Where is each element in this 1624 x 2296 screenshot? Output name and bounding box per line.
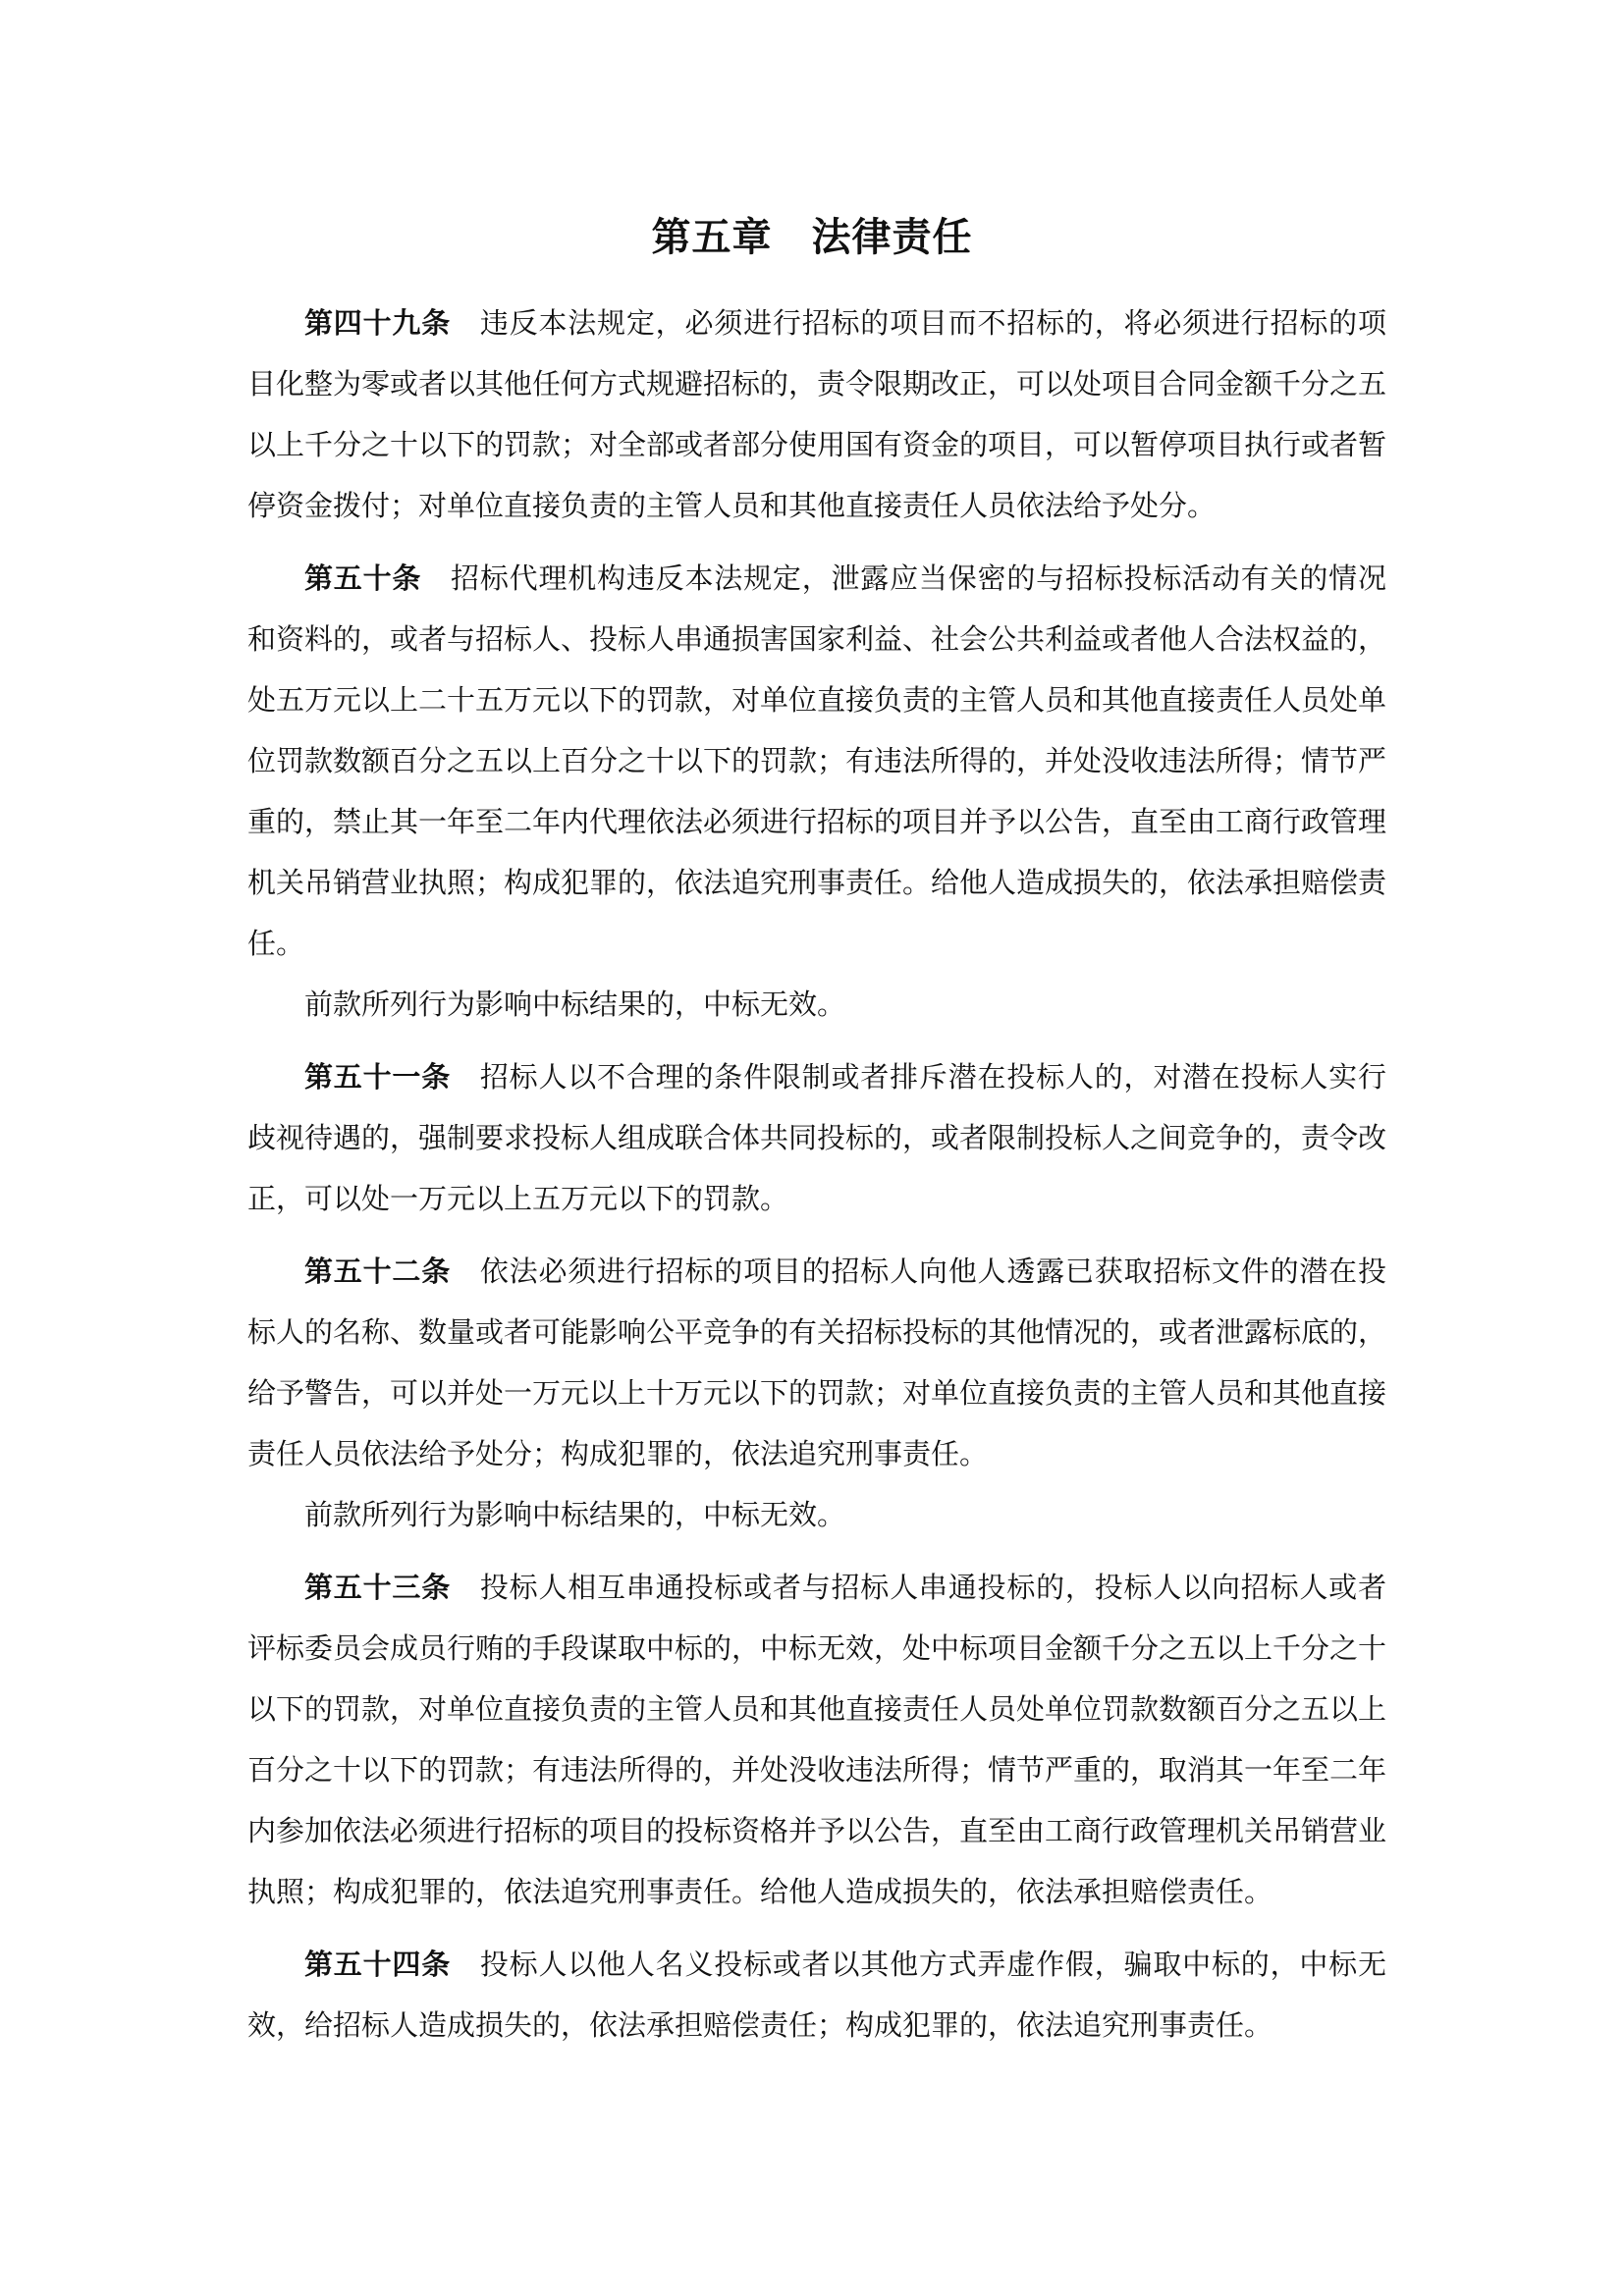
article-51 [247,1046,1386,1229]
article-text: 前款所列行为影响中标结果的，中标无效。 [304,1498,846,1531]
article-number: 第五十条 [304,561,422,595]
article-text: 依法必须进行招标的项目的招标人向他人透露已获取招标文件的潜在投标人的名称、数量或者可能影响公平竞争的有关招标投标的其他情况的，或者泄露标底的，给予警告，可以并处一万元以上十万元以下的罚款；对单位直接负责的主管人员和其他直接责任人员依法给予处分；构成犯罪的，依法追究刑事责任。 [247,1255,1387,1470]
article-text: 招标人以不合理的条件限制或者排斥潜在投标人的，对潜在投标人实行歧视待遇的，强制要求投标人组成联合体共同投标的，或者限制投标人之间竞争的，责令改正，可以处一万元以上五万元以下的罚款。 [247,1060,1387,1215]
chapter-name: 法律责任 [811,214,973,260]
article-52 [247,1241,1386,1484]
article-54 [247,1934,1386,2056]
article-number: 第五十一条 [304,1060,452,1094]
article-text: 违反本法规定，必须进行招标的项目而不招标的，将必须进行招标的项目化整为零或者以其他任何方式规避招标的，责令限期改正，可以处项目合同金额千分之五以上千分之十以下的罚款；对全部或者部分使用国有资金的项目，可以暂停项目执行或者暂停资金拨付；对单位直接负责的主管人员和其他直接责任人员依法给予处分。 [247,306,1387,522]
article-number: 第五十三条 [304,1571,452,1604]
article-49 [247,293,1386,536]
article-53 [247,1557,1386,1922]
article-52-clause-2 [247,1484,1386,1545]
article-50 [247,548,1386,974]
article-text: 招标代理机构违反本法规定，泄露应当保密的与招标投标活动有关的情况和资料的，或者与招标人、投标人串通损害国家利益、社会公共利益或者他人合法权益的，处五万元以上二十五万元以下的罚款，对单位直接负责的主管人员和其他直接责任人员处单位罚款数额百分之五以上百分之十以下的罚款；有违法所得的，并处没收违法所得；情节严重的，禁止其一年至二年内代理依法必须进行招标的项目并予以公告，直至由工商行政管理机关吊销营业执照；构成犯罪的，依法追究刑事责任。给他人造成损失的，依法承担赔偿责任。 [247,561,1387,960]
chapter-title [0,208,1624,267]
document-body [247,293,1386,2056]
chapter-label: 第五章 [651,214,773,260]
article-number: 第五十四条 [304,1948,452,1981]
article-text: 投标人相互串通投标或者与招标人串通投标的，投标人以向招标人或者评标委员会成员行贿的手段谋取中标的，中标无效，处中标项目金额千分之五以上千分之十以下的罚款，对单位直接负责的主管人员和其他直接责任人员处单位罚款数额百分之五以上百分之十以下的罚款；有违法所得的，并处没收违法所得；情节严重的，取消其一年至二年内参加依法必须进行招标的项目的投标资格并予以公告，直至由工商行政管理机关吊销营业执照；构成犯罪的，依法追究刑事责任。给他人造成损失的，依法承担赔偿责任。 [247,1571,1387,1908]
article-number: 第四十九条 [304,306,452,340]
article-text: 投标人以他人名义投标或者以其他方式弄虚作假，骗取中标的，中标无效，给招标人造成损失的，依法承担赔偿责任；构成犯罪的，依法追究刑事责任。 [247,1948,1386,2042]
article-50-clause-2 [247,974,1386,1035]
article-number: 第五十二条 [304,1255,452,1288]
article-text: 前款所列行为影响中标结果的，中标无效。 [304,988,846,1021]
